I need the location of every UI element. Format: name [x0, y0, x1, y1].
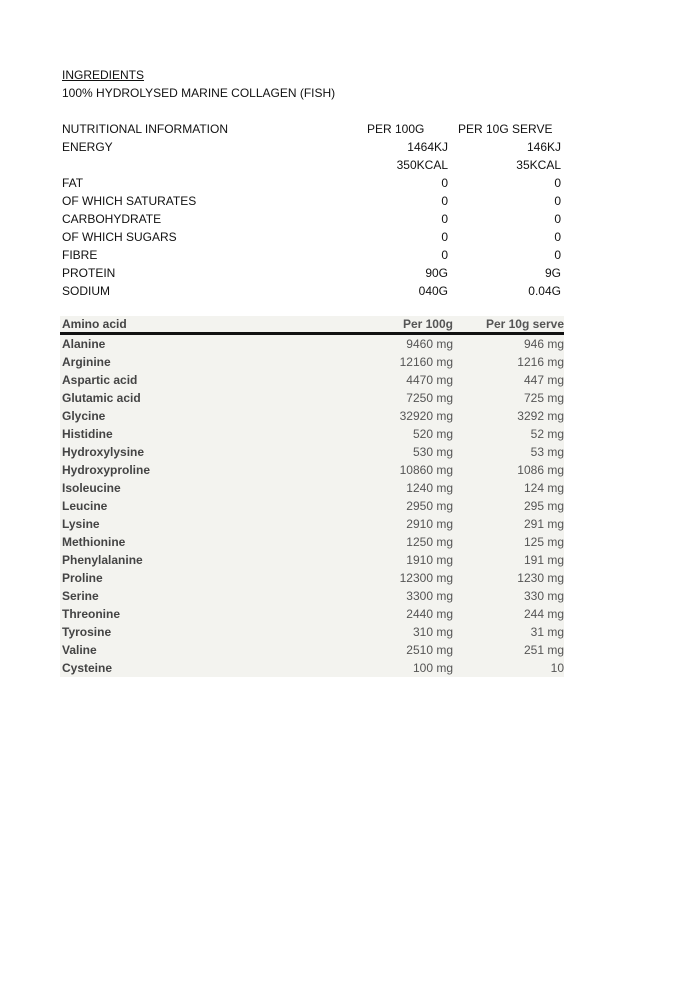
amino-perserve: 251 mg: [523, 643, 564, 657]
amino-row: [60, 587, 564, 605]
amino-name: Hydroxylysine: [62, 445, 145, 459]
amino-row: [60, 425, 564, 443]
nutrient-per100: 0: [441, 248, 448, 262]
amino-row: [60, 533, 564, 551]
nutrient-perserve: 9G: [544, 266, 561, 280]
amino-rows: [60, 335, 564, 677]
amino-row: [60, 479, 564, 497]
ingredients-section: [62, 66, 335, 102]
amino-per100: 12300 mg: [399, 571, 453, 585]
nutrient-perserve: 0: [554, 176, 561, 190]
amino-name: Aspartic acid: [62, 373, 138, 387]
nutrient-name: [62, 156, 365, 174]
amino-row: [60, 569, 564, 587]
amino-per100: 1240 mg: [406, 481, 453, 495]
nutrient-per100: 0: [441, 230, 448, 244]
nutrition-header-row: [62, 120, 564, 138]
nutrient-name: PROTEIN: [62, 266, 116, 280]
ingredients-heading: INGREDIENTS: [62, 68, 145, 82]
nutrient-perserve: 0: [554, 212, 561, 226]
amino-name: Serine: [62, 589, 99, 603]
nutrition-header-per100: PER 100G: [367, 122, 425, 136]
amino-per100: 520 mg: [412, 427, 453, 441]
nutrition-rows: [62, 138, 564, 300]
nutrient-per100: 0: [441, 212, 448, 226]
nutrition-row: [62, 174, 564, 192]
ingredients-text: 100% HYDROLYSED MARINE COLLAGEN (FISH): [62, 86, 336, 100]
amino-perserve: 1216 mg: [517, 355, 564, 369]
amino-name: Phenylalanine: [62, 553, 143, 567]
amino-name: Tyrosine: [62, 625, 112, 639]
amino-row: [60, 659, 564, 677]
nutrient-per100: 040G: [418, 284, 448, 298]
amino-per100: 4470 mg: [406, 373, 453, 387]
amino-perserve: 10: [550, 661, 564, 675]
nutrition-row: [62, 156, 564, 174]
amino-row: [60, 605, 564, 623]
amino-per100: 2440 mg: [406, 607, 453, 621]
amino-perserve: 725 mg: [523, 391, 564, 405]
amino-name: Leucine: [62, 499, 108, 513]
amino-per100: 1250 mg: [406, 535, 453, 549]
amino-per100: 32920 mg: [399, 409, 453, 423]
amino-perserve: 52 mg: [530, 427, 564, 441]
amino-per100: 2510 mg: [406, 643, 453, 657]
amino-name: Arginine: [62, 355, 111, 369]
amino-per100: 3300 mg: [406, 589, 453, 603]
nutrition-row: [62, 210, 564, 228]
amino-header-per100: Per 100g: [402, 317, 453, 331]
amino-perserve: 291 mg: [523, 517, 564, 531]
amino-per100: 1910 mg: [406, 553, 453, 567]
amino-name: Glutamic acid: [62, 391, 141, 405]
amino-perserve: 946 mg: [523, 337, 564, 351]
amino-perserve: 330 mg: [523, 589, 564, 603]
amino-perserve: 124 mg: [523, 481, 564, 495]
nutrient-perserve: 0: [554, 230, 561, 244]
nutrient-perserve: 146KJ: [526, 140, 561, 154]
amino-name: Proline: [62, 571, 103, 585]
amino-row: [60, 353, 564, 371]
nutrient-per100: 90G: [425, 266, 448, 280]
amino-row: [60, 389, 564, 407]
amino-row: [60, 461, 564, 479]
amino-row: [60, 335, 564, 353]
amino-perserve: 3292 mg: [517, 409, 564, 423]
amino-row: [60, 443, 564, 461]
amino-perserve: 125 mg: [523, 535, 564, 549]
nutrition-table: [62, 120, 564, 300]
nutrition-row: [62, 282, 564, 300]
nutrition-row: [62, 192, 564, 210]
amino-name: Methionine: [62, 535, 126, 549]
amino-per100: 12160 mg: [399, 355, 453, 369]
nutrient-perserve: 35KCAL: [516, 158, 561, 172]
amino-name: Cysteine: [62, 661, 113, 675]
amino-header-row: [60, 316, 564, 335]
nutrient-name: OF WHICH SATURATES: [62, 194, 197, 208]
amino-perserve: 1086 mg: [517, 463, 564, 477]
amino-name: Glycine: [62, 409, 106, 423]
amino-perserve: 31 mg: [530, 625, 564, 639]
nutrition-row: [62, 246, 564, 264]
amino-perserve: 447 mg: [523, 373, 564, 387]
amino-per100: 310 mg: [412, 625, 453, 639]
amino-row: [60, 623, 564, 641]
amino-name: Threonine: [62, 607, 121, 621]
nutrient-per100: 0: [441, 176, 448, 190]
nutrient-per100: 350KCAL: [396, 158, 448, 172]
amino-per100: 530 mg: [412, 445, 453, 459]
amino-perserve: 1230 mg: [517, 571, 564, 585]
nutrient-per100: 1464KJ: [407, 140, 448, 154]
amino-perserve: 53 mg: [530, 445, 564, 459]
amino-per100: 7250 mg: [406, 391, 453, 405]
amino-name: Hydroxyproline: [62, 463, 151, 477]
amino-name: Isoleucine: [62, 481, 121, 495]
nutrition-row: [62, 138, 564, 156]
nutrient-name: CARBOHYDRATE: [62, 212, 162, 226]
nutrient-perserve: 0.04G: [528, 284, 561, 298]
amino-per100: 2950 mg: [406, 499, 453, 513]
amino-perserve: 295 mg: [523, 499, 564, 513]
nutrient-name: OF WHICH SUGARS: [62, 230, 177, 244]
amino-acid-table: [60, 316, 564, 677]
amino-row: [60, 515, 564, 533]
nutrient-perserve: 0: [554, 194, 561, 208]
amino-name: Lysine: [62, 517, 100, 531]
nutrient-name: ENERGY: [62, 140, 113, 154]
amino-name: Alanine: [62, 337, 106, 351]
amino-header-perserve: Per 10g serve: [485, 317, 564, 331]
amino-per100: 100 mg: [412, 661, 453, 675]
amino-name: Valine: [62, 643, 97, 657]
nutrient-name: FIBRE: [62, 248, 98, 262]
amino-perserve: 244 mg: [523, 607, 564, 621]
amino-header-name: Amino acid: [62, 317, 127, 331]
nutrient-name: SODIUM: [62, 284, 110, 298]
amino-perserve: 191 mg: [523, 553, 564, 567]
nutrition-header-label: NUTRITIONAL INFORMATION: [62, 122, 228, 136]
nutrition-header-perserve: PER 10G SERVE: [458, 122, 553, 136]
amino-per100: 2910 mg: [406, 517, 453, 531]
amino-row: [60, 497, 564, 515]
nutrient-perserve: 0: [554, 248, 561, 262]
amino-per100: 9460 mg: [406, 337, 453, 351]
amino-row: [60, 407, 564, 425]
amino-row: [60, 551, 564, 569]
nutrition-row: [62, 264, 564, 282]
amino-row: [60, 641, 564, 659]
amino-name: Histidine: [62, 427, 113, 441]
nutrient-per100: 0: [441, 194, 448, 208]
amino-row: [60, 371, 564, 389]
nutrient-name: FAT: [62, 176, 84, 190]
amino-per100: 10860 mg: [399, 463, 453, 477]
nutrition-row: [62, 228, 564, 246]
